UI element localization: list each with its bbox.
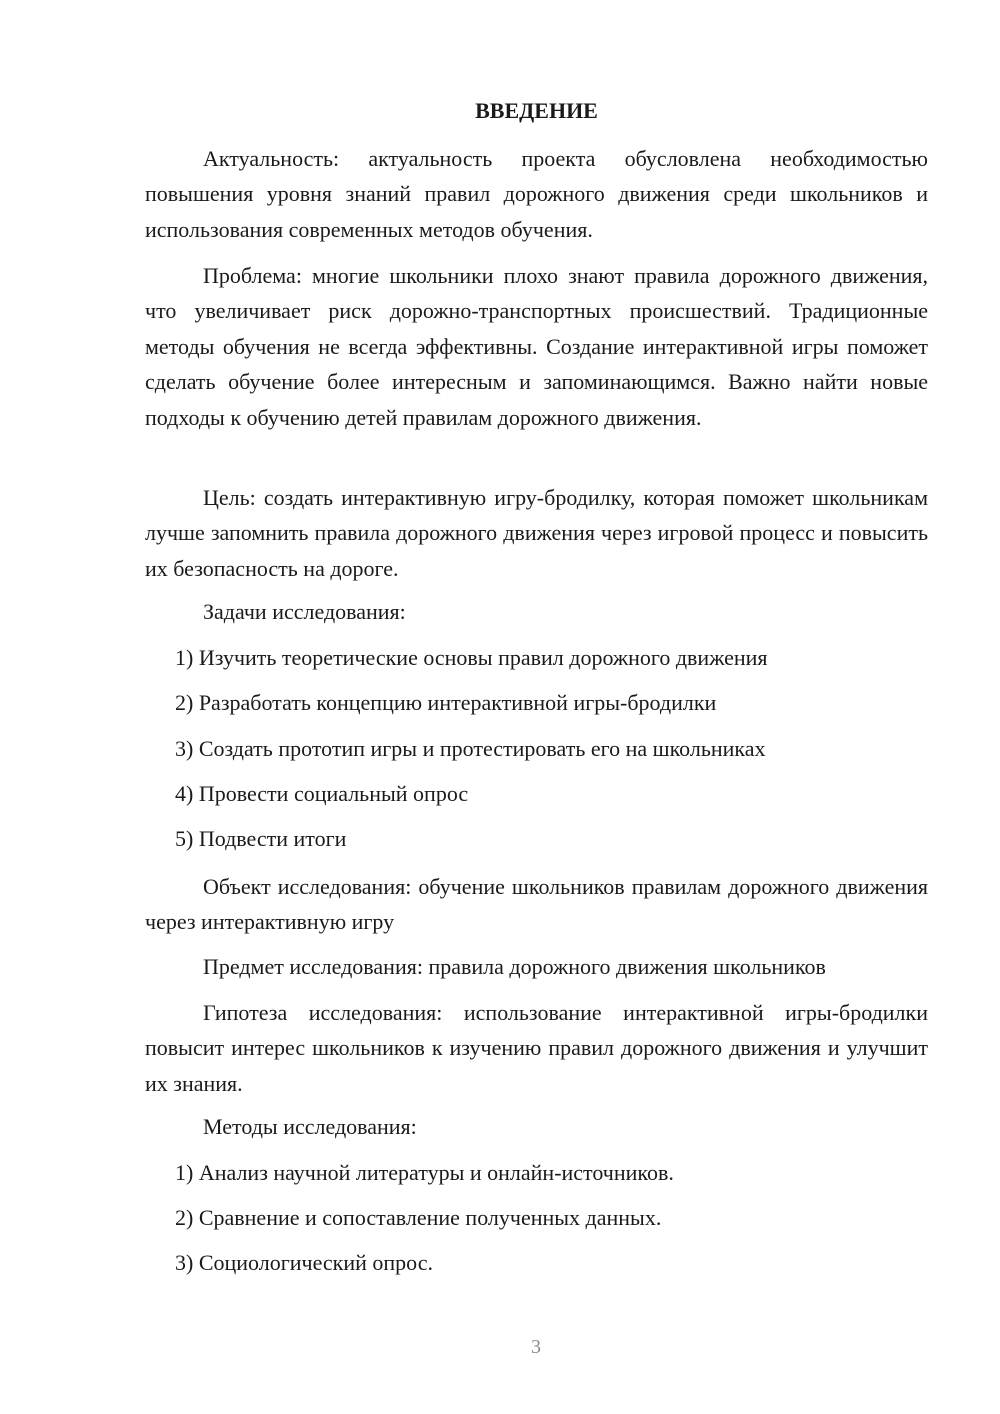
section-heading: ВВЕДЕНИЕ <box>475 98 598 123</box>
goal-paragraph: Цель: создать интерактивную игру-бродилку, которая поможет школьникам лучше запомнить правила дорожного движения через игровой процесс и повысить их безопасность на дороге. <box>145 485 928 581</box>
task-item: 4) Провести социальный опрос <box>175 781 469 806</box>
task-item: 5) Подвести итоги <box>175 826 347 851</box>
subject-paragraph: Предмет исследования: правила дорожного движения школьников <box>203 954 826 979</box>
problem-paragraph: Проблема: многие школьники плохо знают правила дорожного движения, что увеличивает риск дорожно-транспортных происшествий. Традиционные методы обучения не всегда эффективны. Создание интерактивной игры поможет сделать обучение более интересным и запоминающимся. Важно найти новые подходы к обучению детей правилам дорожного движения. <box>145 263 928 430</box>
task-item: 3) Создать прототип игры и протестировать его на школьниках <box>175 736 766 761</box>
relevance-paragraph: Актуальность: актуальность проекта обусловлена необходимостью повышения уровня знаний правил дорожного движения среди школьников и использования современных методов обучения. <box>145 146 928 242</box>
page-number: 3 <box>531 1336 541 1358</box>
tasks-title: Задачи исследования: <box>203 599 406 624</box>
task-item: 1) Изучить теоретические основы правил дорожного движения <box>175 645 768 670</box>
task-item: 2) Разработать концепцию интерактивной игры-бродилки <box>175 690 717 715</box>
object-paragraph: Объект исследования: обучение школьников правилам дорожного движения через интерактивную игру <box>145 874 928 935</box>
hypothesis-paragraph: Гипотеза исследования: использование интерактивной игры-бродилки повысит интерес школьников к изучению правил дорожного движения и улучшит их знания. <box>145 1000 928 1096</box>
methods-title: Методы исследования: <box>203 1114 417 1139</box>
method-item: 2) Сравнение и сопоставление полученных данных. <box>175 1205 662 1230</box>
method-item: 1) Анализ научной литературы и онлайн-источников. <box>175 1160 674 1185</box>
method-item: 3) Социологический опрос. <box>175 1250 433 1275</box>
